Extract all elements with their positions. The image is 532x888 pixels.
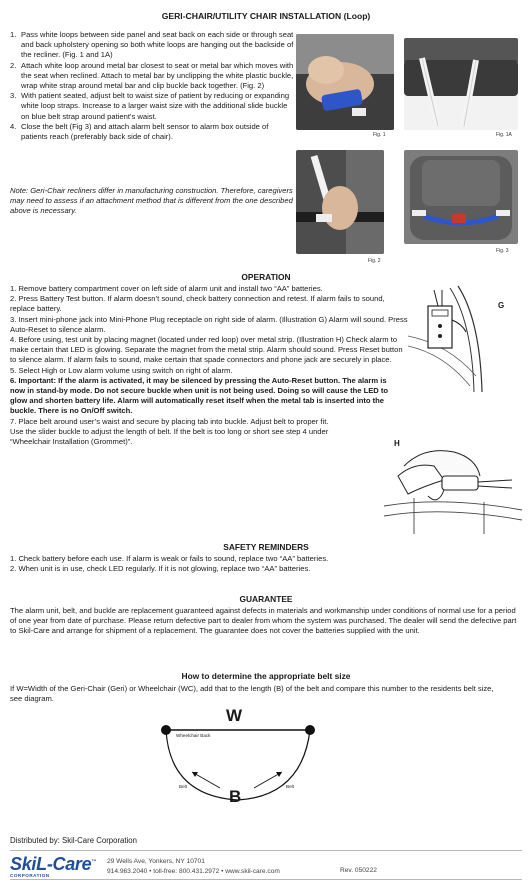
illustration-g-label: G [498, 301, 505, 310]
fig3-photo [404, 150, 518, 244]
belt-diagram-belt-left: Belt [179, 784, 187, 789]
illustration-h-label: H [394, 439, 400, 448]
belt-size-diagram [150, 700, 340, 810]
distributor-text: Distributed by: Skil-Care Corporation [10, 836, 137, 845]
install-step: 4. Close the belt (Fig 3) and attach alarm belt sensor to alarm box outside of patients reach (preferably back side of chair). [10, 121, 269, 142]
belt-diagram-w-label: W [226, 706, 243, 725]
guarantee-heading: GUARANTEE [239, 594, 293, 604]
installation-steps [10, 30, 296, 142]
revision-number: Rev. 050222 [340, 867, 377, 874]
important-notice: 6. Important: If the alarm is activated, it may be silenced by pressing the Auto-Reset button. The alarm is now in stand-by mode. Do not secure buckle when unit is not being used. Doing so will cause the LED to glow and shorten battery life. Alarm will automatically reset itself when the metal tab is inserted into the buckle. There is no On/Off switch. [10, 375, 389, 416]
operation-line: 2. Press Battery Test button. If alarm doesn’t sound, check battery connection and retest. If alarm fails to sound, replace battery. [10, 294, 385, 314]
operation-heading: OPERATION [241, 272, 291, 282]
footer-bottom-rule [10, 879, 522, 880]
safety-line: 1. Check battery before each use. If alarm is weak or fails to sound, replace two “AA” batteries. [10, 554, 329, 563]
operation-line: 1. Remove battery compartment cover on left side of alarm unit and install two “AA” batteries. [10, 284, 323, 293]
installation-note: Note: Geri-Chair recliners differ in manufacturing construction. Therefore, caregivers may need to assess if an attachment method that is different from the one described above is necessary. [10, 186, 293, 216]
company-address: 29 Wells Ave, Yonkers, NY 10701 914.963.2040 • toll-free: 800.431.2972 • www.skil-care.com [107, 858, 280, 875]
install-step: 2. Attach white loop around metal bar closest to seat or metal bar which moves with the seat when reclined. Attach to metal bar by unclipping the white plastic buckle, wrap white strap around metal bar and clip buckle back together. (Fig. 2) [10, 60, 294, 91]
operation-line: 3. Insert mini-phone jack into Mini-Phone Plug receptacle on right side of alarm. (Illustration G) Alarm will sound. Press Auto-Reset to silence alarm. [10, 314, 408, 334]
operation-line: 7. Place belt around user’s waist and secure by placing tab into buckle. Adjust belt to proper fit. [10, 416, 329, 426]
fig2-caption: Fig. 2 [368, 258, 381, 264]
fig1-caption: Fig. 1 [373, 132, 386, 138]
belt-size-heading: How to determine the appropriate belt size [181, 671, 351, 681]
guarantee-text: The alarm unit, belt, and buckle are replacement guaranteed against defects in materials and workmanship under conditions of normal use for a period of one year from date of purchase. Please return defective part to dealer from whom the system was purchased. The dealer will send the defective part to Skil-Care and arrange for shipment of a replacement. The guarantee does not cover the batteries supplied with the unit. [10, 606, 517, 636]
footer-divider [10, 850, 522, 851]
install-step: 1. Pass white loops between side panel and seat back on each side or through seat and back upholstery opening so both white loops are hanging out the backside of the recliner. (Fig. 1 and 1A) [10, 30, 294, 60]
skil-care-logo: SkiL-Care™ [10, 854, 97, 874]
operation-line: 5. Select High or Low alarm volume using switch on right of alarm. [10, 365, 233, 375]
safety-text [10, 554, 524, 574]
belt-diagram-b-label: B [229, 787, 242, 806]
skil-care-logo-sub: CORPORATION [10, 873, 50, 878]
safety-line: 2. When unit is in use, check LED regularly. If it is not glowing, replace two “AA” batteries. [10, 564, 311, 574]
fig1a-photo [404, 38, 518, 130]
belt-diagram-back-label: Wheelchair Back [176, 733, 211, 738]
fig3-caption: Fig. 3 [496, 248, 509, 254]
illustration-g [408, 280, 520, 392]
operation-line: 4. Before using, test unit by placing magnet (located under red loop) over metal strip. (Illustration H) Check alarm to make certain that LED is glowing. Separate the magnet from the metal strip. Alarm should sound. Press Reset button to silence alarm. If alarm fails to sound, make certain that spade connectors and phone jack are securely in place. [10, 335, 403, 365]
page-title: GERI-CHAIR/UTILITY CHAIR INSTALLATION (Loop) [161, 11, 371, 21]
operation-text [10, 284, 410, 447]
install-step: 3. With patient seated, adjust belt to waist size of patient by reducing or expanding white loop straps. Increase to a larger waist size with the additional slide buckle on blue belt strap around patient’s waist. [10, 91, 290, 121]
operation-line: Use the slider buckle to adjust the length of belt. If the belt is too long or short see step 4 under “Wheelchair Installation (Grommet)”. [10, 426, 329, 447]
illustration-h [384, 436, 522, 534]
fig1-photo [296, 34, 394, 130]
belt-size-text: If W=Width of the Geri-Chair (Geri) or Wheelchair (WC), add that to the length (B) of the belt and compare this number to the residents belt size, see diagram. [10, 684, 494, 704]
belt-diagram-belt-right: Belt [286, 784, 294, 789]
fig1a-caption: Fig. 1A [496, 132, 512, 138]
fig2-photo [296, 150, 384, 254]
safety-heading: SAFETY REMINDERS [223, 542, 309, 552]
